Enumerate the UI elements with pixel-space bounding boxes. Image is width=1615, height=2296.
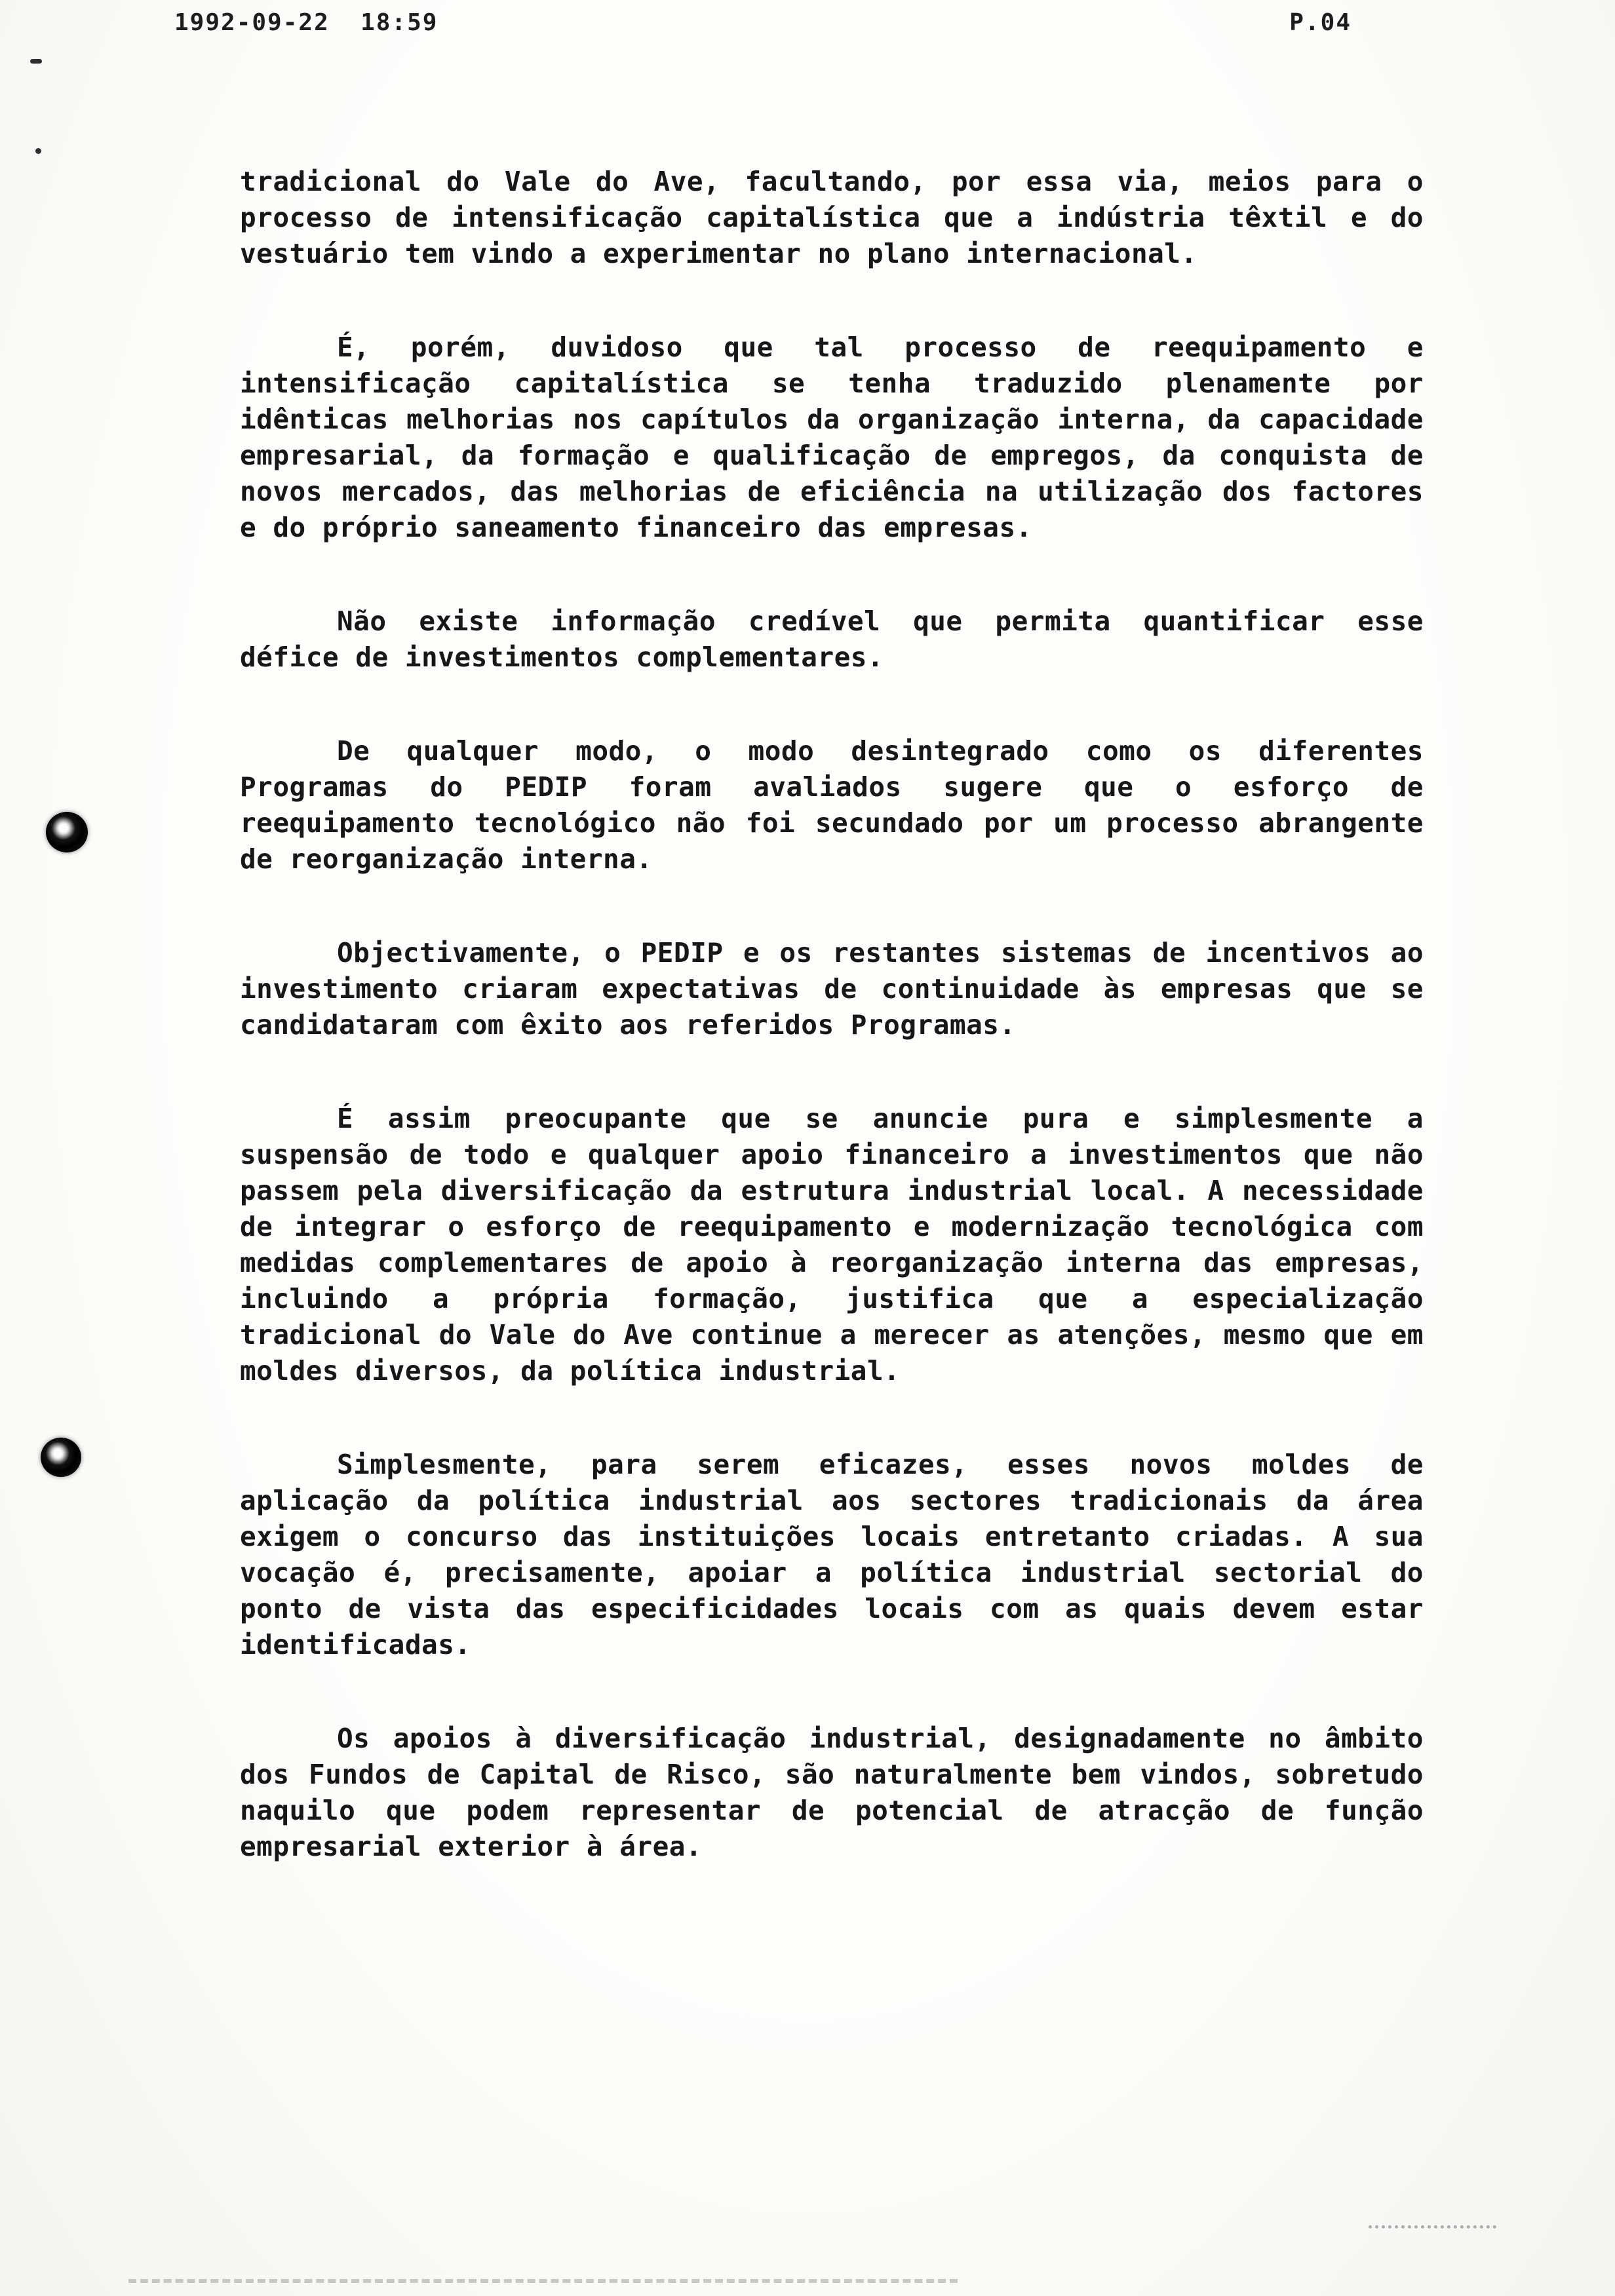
paragraph: É, porém, duvidoso que tal processo de reequipamento e intensificação capitalística se tenha traduzido plenamente por idênticas melhorias nos capítulos da organização interna, da capacidade empresarial, da formação e qualificação de empregos, da conquista de novos mercados, das melhorias de eficiência na utilização dos factores e do próprio saneamento financeiro das empresas. (240, 332, 1424, 543)
paragraph: tradicional do Vale do Ave, facultando, por essa via, meios para o processo de intensificação capitalística que a indústria têxtil e do vestuário tem vindo a experimentar no plano internacional. (240, 166, 1424, 269)
paragraph: Os apoios à diversificação industrial, designadamente no âmbito dos Fundos de Capital de Risco, são naturalmente bem vindos, sobretudo naquilo que podem representar de potencial de atracção de função empresarial exterior à área. (240, 1723, 1424, 1862)
paragraph: Simplesmente, para serem eficazes, esses novos moldes de aplicação da política industrial aos sectores tradicionais da área exigem o concurso das instituições locais entretanto criadas. A sua vocação é, precisamente, apoiar a política industrial sectorial do ponto de vista das especificidades locais com as quais devem estar identificadas. (240, 1449, 1424, 1660)
scan-artifact (1369, 2225, 1496, 2229)
fax-timestamp: 1992-09-22 18:59 (174, 9, 438, 36)
paragraph: Não existe informação credível que permita quantificar esse défice de investimentos complementares. (240, 605, 1424, 673)
paragraph: É assim preocupante que se anuncie pura e simplesmente a suspensão de todo e qualquer apoio financeiro a investimentos que não passem pela diversificação da estrutura industrial local. A necessidade de integrar o esforço de reequipamento e modernização tecnológica com medidas complementares de apoio à reorganização interna das empresas, incluindo a própria formação, justifica que a especialização tradicional do Vale do Ave continue a merecer as atenções, mesmo que em moldes diversos, da política industrial. (240, 1103, 1424, 1387)
fax-page-number: P.04 (1289, 9, 1352, 36)
scan-speck (35, 148, 41, 154)
scan-artifact (128, 2279, 958, 2283)
document-body (240, 164, 1424, 1923)
paragraph: De qualquer modo, o modo desintegrado como os diferentes Programas do PEDIP foram avaliados sugere que o esforço de reequipamento tecnológico não foi secundado por um processo abrangente de reorganização interna. (240, 735, 1424, 875)
punch-hole-mark (41, 1438, 81, 1477)
paragraph: Objectivamente, o PEDIP e os restantes sistemas de incentivos ao investimento criaram expectativas de continuidade às empresas que se candidataram com êxito aos referidos Programas. (240, 937, 1424, 1041)
scan-speck (30, 59, 42, 64)
fax-header (174, 9, 1352, 36)
punch-hole-mark (46, 812, 88, 852)
